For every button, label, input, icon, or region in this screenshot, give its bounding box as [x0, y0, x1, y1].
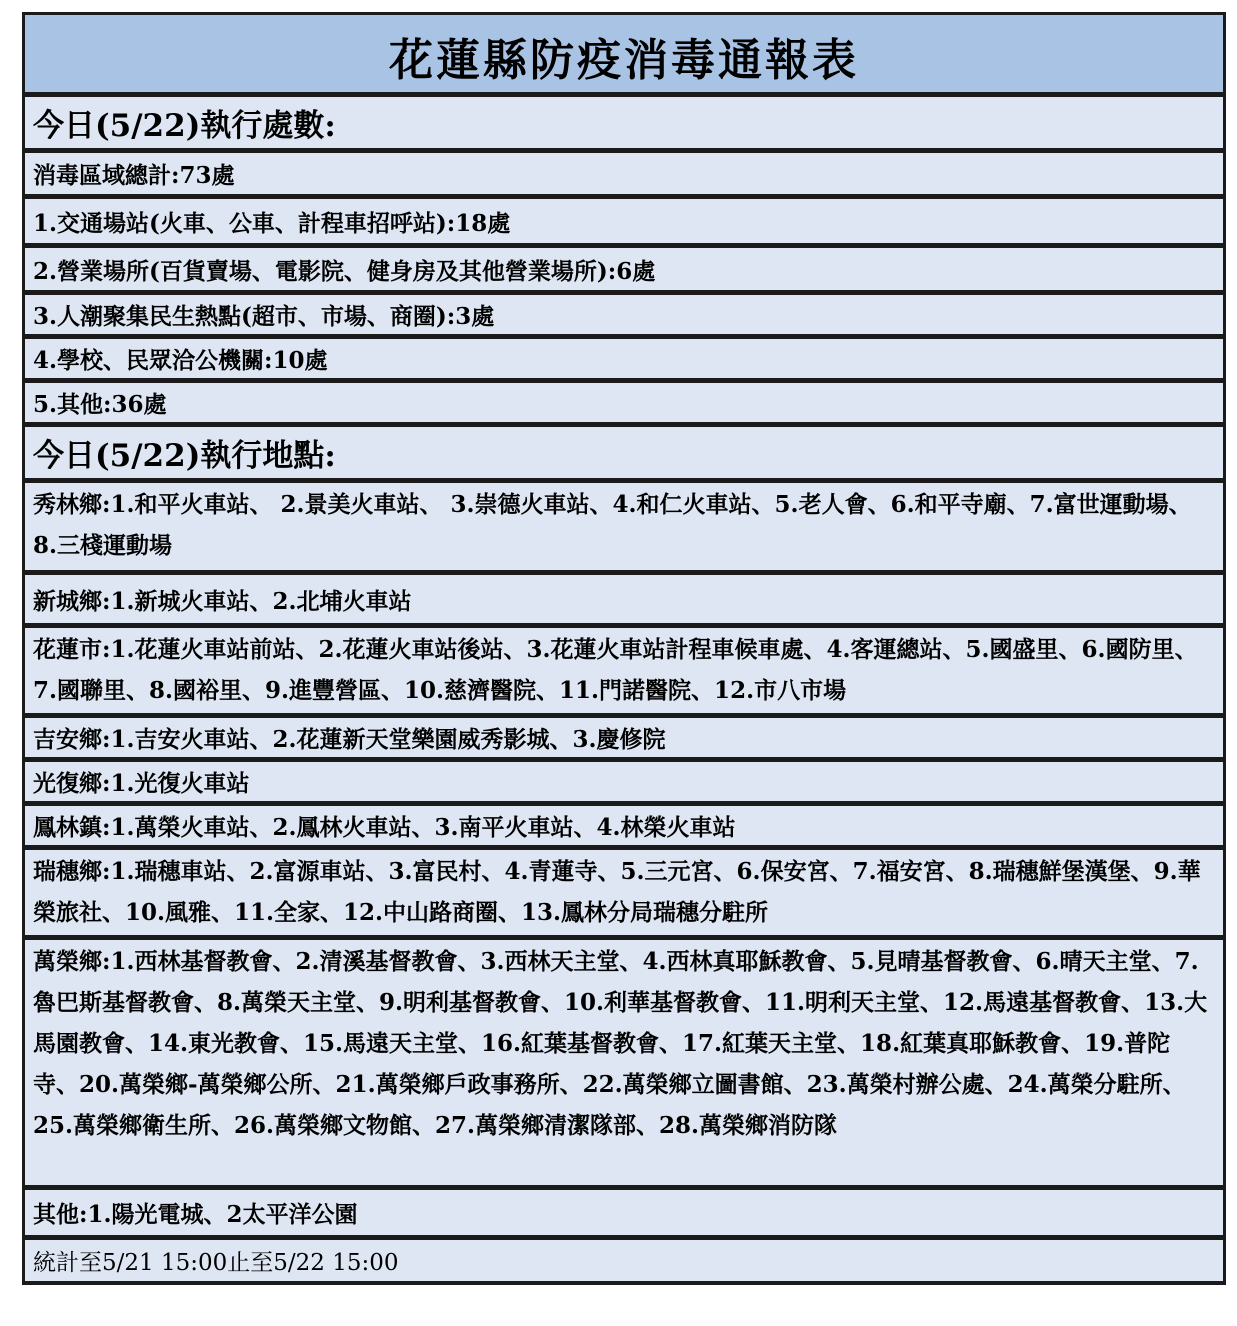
- category-row: [25, 334, 1223, 378]
- summary-total: 消毒區域總計:73處: [33, 162, 235, 189]
- category-text: 2.營業場所(百貨賣場、電影院、健身房及其他營業場所):6處: [33, 257, 656, 285]
- township-name: 吉安鄉:: [33, 726, 111, 753]
- township-locations: 1.光復火車站: [110, 770, 250, 797]
- category-row: [25, 194, 1223, 243]
- township-locations: 1.吉安火車站、2.花蓮新天堂樂園威秀影城、3.慶修院: [110, 726, 666, 753]
- township-row: [25, 935, 1223, 1185]
- category-text: 1.交通場站(火車、公車、計程車招呼站):18處: [33, 209, 511, 237]
- township-name: 瑞穗鄉:: [33, 858, 111, 885]
- township-row: [25, 801, 1223, 845]
- township-row: [25, 1185, 1223, 1235]
- category-text: 5.其他:36處: [33, 391, 167, 418]
- township-row: [25, 478, 1223, 570]
- township-name: 新城鄉:: [33, 587, 111, 615]
- township-locations: 1.花蓮火車站前站、2.花蓮火車站後站、3.花蓮火車站計程車候車處、4.客運總站、5.國盛里、6.國防里、7.國聯里、8.國裕里、9.進豐營區、10.慈濟醫院、11.門諾醫院、12.市八市場: [33, 636, 1198, 704]
- category-text: 4.學校、民眾洽公機關:10處: [33, 347, 328, 374]
- township-name: 鳳林鎮:: [33, 814, 111, 841]
- category-row: [25, 243, 1223, 290]
- township-locations: 1.西林基督教會、2.清溪基督教會、3.西林天主堂、4.西林真耶穌教會、5.見晴基督教會、6.晴天主堂、7.魯巴斯基督教會、8.萬榮天主堂、9.明利基督教會、10.利華基督教會、11.明利天主堂、12.馬遠基督教會、13.大馬園教會、14.東光教會、15.馬遠天主堂、16.紅葉基督教會、17.紅葉天主堂、18.紅葉真耶穌教會、19.普陀寺、20.萬榮鄉-萬榮鄉公所、21.萬榮鄉戶政事務所、22.萬榮鄉立圖書館、23.萬榮村辦公處、24.萬榮分駐所、25.萬榮鄉衛生所、26.萬榮鄉文物館、27.萬榮鄉清潔隊部、28.萬榮鄉消防隊: [33, 948, 1208, 1139]
- locations-heading-row: [25, 422, 1223, 478]
- category-row: [25, 378, 1223, 422]
- township-row: [25, 713, 1223, 757]
- township-row: [25, 570, 1223, 623]
- category-text: 3.人潮聚集民生熱點(超市、市場、商圈):3處: [33, 303, 495, 330]
- summary-heading-row: [25, 92, 1223, 148]
- township-name: 秀林鄉:: [33, 491, 111, 518]
- township-locations: 1.和平火車站、 2.景美火車站、 3.崇德火車站、4.和仁火車站、5.老人會、6.和平寺廟、7.富世運動場、8.三棧運動場: [33, 491, 1192, 559]
- footer-row: [25, 1235, 1223, 1285]
- title-row: [25, 12, 1223, 92]
- township-name: 其他:: [33, 1201, 88, 1228]
- township-name: 萬榮鄉:: [33, 948, 111, 975]
- township-locations: 1.瑞穗車站、2.富源車站、3.富民村、4.青蓮寺、5.三元宮、6.保安宮、7.福安宮、8.瑞穗鮮堡漢堡、9.華榮旅社、10.風雅、11.全家、12.中山路商圈、13.鳳林分局瑞穗分駐所: [33, 858, 1201, 926]
- disinfection-report-table: [22, 12, 1226, 1285]
- category-row: [25, 290, 1223, 334]
- township-locations: 1.萬榮火車站、2.鳳林火車站、3.南平火車站、4.林榮火車站: [110, 814, 736, 841]
- township-row: [25, 623, 1223, 713]
- summary-heading: 今日(5/22)執行處數:: [33, 108, 336, 144]
- locations-heading: 今日(5/22)執行地點:: [33, 438, 336, 474]
- township-row: [25, 757, 1223, 801]
- township-locations: 1.陽光電城、2太平洋公園: [87, 1201, 358, 1228]
- summary-total-row: [25, 148, 1223, 194]
- township-row: [25, 845, 1223, 935]
- township-name: 花蓮市:: [33, 636, 111, 663]
- page-title: 花蓮縣防疫消毒通報表: [389, 34, 859, 86]
- township-name: 光復鄉:: [33, 770, 111, 797]
- township-locations: 1.新城火車站、2.北埔火車站: [110, 587, 412, 615]
- statistics-period-note: 統計至5/21 15:00止至5/22 15:00: [33, 1250, 399, 1276]
